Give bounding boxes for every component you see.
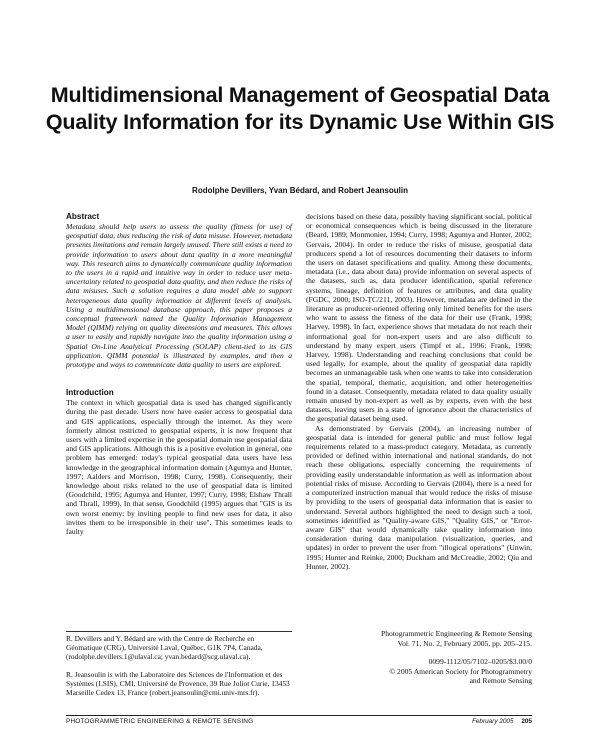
article-authors: Rodolphe Devillers, Yvan Bédard, and Robert Jeansoulin (192, 186, 408, 195)
journal-name: Photogrammetric Engineering & Remote Sensing (380, 629, 532, 638)
abstract-heading: Abstract (66, 212, 100, 221)
citation-block (306, 629, 532, 648)
right-column (306, 212, 532, 571)
introduction-heading: Introduction (66, 388, 114, 398)
copyright-line-2: and Remote Sensing (469, 676, 532, 686)
author-affiliation-2: R. Jeansoulin is with the Laboratoire des Sciences de l'Information et des Systèmes (LSIS), CMI, Université de Provence, 39 Rue Joliot Curie, 13453 Marseille Cedex 13, France (robert.jeansoulin@cmi.univ-mrs.fr). (66, 670, 290, 698)
page-number: 205 (521, 718, 532, 725)
author-affiliation-1: R. Devillers and Y. Bédard are with the Centre de Recherche en Géomatique (CRG), Université Laval, Québec, G1K 7P4, Canada, (rodolphe.devillers.1@ulaval.ca; yvan.bedard@scg.ulaval.ca). (66, 634, 263, 662)
footnote-divider (66, 631, 292, 632)
issn-code: 0099-1112/05/7102–0205/$3.00/0 (428, 657, 532, 666)
footer-divider (66, 715, 532, 716)
running-footer-journal: PHOTOGRAMMETRIC ENGINEERING & REMOTE SENSING (66, 718, 254, 725)
abstract-text: Metadata should help users to assess the quality (fitness for use) of geospatial data, thus reducing the risk of data misuse. However, metadata presents limitations and remain largely unused. There still exists a need to provide information to users about data quality in a more meaningful way. This research aims to dynamically communicate quality information to the users in a rapid and intuitive way in order to reduce user meta-uncertainty related to geospatial data quality, and then reduce the risks of data misuses. Such a solution requires a data model able to support heterogeneous data quality information at different levels of analysis. Using a multidimensional database approach, this paper proposes a conceptual framework named the Quality Information Management Model (QIMM) relying on quality dimensions and measures. This allows a user to easily and rapidly navigate into the quality information using a Spatial On-Line Analytical Processing (SOLAP) client-tied to its GIS application. QIMM potential is illustrated by examples, and then a prototype and ways to communicate data quality to users are explored. (66, 222, 292, 370)
body-paragraph-1: decisions based on these data, possibly having significant social, political or economical consequences which is being discussed in the literature (Beard, 1989; Monmonier, 1994; Curry, 1998; Agumya and Hunter, 2002; Gervais, 2004). In order to reduce the risks of misuse, geospatial data producers spend a lot of resources documenting their datasets to inform the users on dataset specifications and quality. Among these documents, metadata (i.e., data about data) provide information on several aspects of the datasets, such as, data producer identification, spatial reference systems, lineage, definition of features or attributes, and data quality (FGDC, 2000; ISO-TC/211, 2003). However, metadata are defined in the literature as producer-oriented offering only limited benefits for the users who want to assess the fitness of the data for their use (Frank, 1998; Harvey, 1998). In fact, experience shows that metadata do not reach their informational goal for non-expert users and are also difficult to understand by many expert users (Timpf et al., 1996; Frank, 1998; Harvey, 1998). Understanding and reaching conclusions that could be used legally, for example, about the quality of geospatial data rapidly becomes an unmanageable task when one wants to take into consideration the spatial, temporal, thematic, acquisition, and other heterogeneities found in a dataset. Consequently, metadata related to data quality usually remain unused by non-expert as well as by experts, even with the best datasets, leaving users in a state of ignorance about the characteristics of the geospatial dataset being used. (306, 212, 532, 424)
introduction-text: The context in which geospatial data is used has changed significantly during the past decade. Users now have easier access to geospatial data and GIS applications, especially through the internet. As they were formerly almost restricted to geospatial experts, it is now frequent that users with a limited expertise in the geospatial domain use geospatial data and GIS applications. Although this is a positive evolution in general, one problem has emerged: today's typical geospatial data users have less knowledge in the geographical information domain (Agumya and Hunter, 1997; Aalders and Morrison, 1998; Curry, 1998). Consequently, their knowledge about risks related to the use of geospatial data is limited (Goodchild, 1995; Agumya and Hunter, 1997; Curry, 1998; Elshaw Thrall and Thrall, 1999). In that sense, Goodchild (1995) argues that "GIS is its own worst enemy: by inviting people to find new uses for data, it also invites them to be irresponsible in their use". This sometimes leads to faulty (66, 398, 292, 537)
body-paragraph-2: As demonstrated by Gervais (2004), an increasing number of geospatial data is intended for general public and must follow legal requirements related to a mass-product category. Metadata, as currently provided or defined within international and national standards, do not reach these obligations, especially concerning the requirements of providing easily understandable information as well as information about potential risks of misuse. According to Gervais (2004), there is a need for a computerized instruction manual that would reduce the risks of misuse by providing to the users of geospatial data information that is easier to understand. Several authors highlighted the need to design such a tool, sometimes identified as "Quality-aware GIS," "Quality GIS," or "Error-aware GIS" that would dynamically take quality information into consideration during data manipulation (visualization, queries, and updates) in order to prevent the user from "illogical operations" (Unwin, 1995; Hunter and Reinke, 2000; Duckham and McCreadie, 2002; Qiu and Hunter, 2002). (306, 423, 532, 571)
running-footer-right (472, 718, 532, 725)
running-footer-date: February 2005 (471, 718, 514, 725)
article-title: Multidimensional Management of Geospatial Data Quality Information for its Dynamic Use Within GIS (45, 83, 555, 134)
left-column (66, 212, 292, 536)
copyright-block (306, 657, 532, 686)
copyright-line-1: © 2005 American Society for Photogrammetry (389, 666, 532, 676)
volume-info: Vol. 71, No. 2, February 2005, pp. 205–215. (397, 638, 532, 648)
